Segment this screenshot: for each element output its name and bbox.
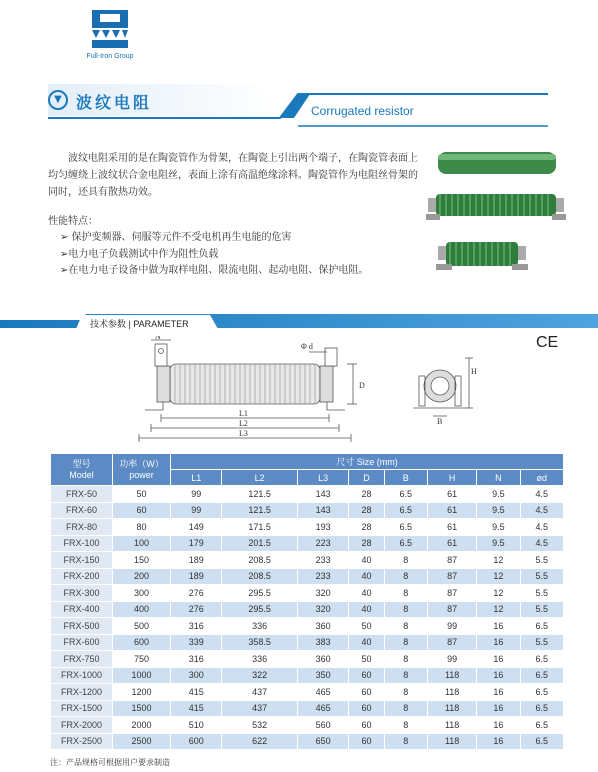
size-cell: 208.5 <box>222 568 297 585</box>
power-cell: 1500 <box>113 700 171 717</box>
features-list <box>60 230 368 280</box>
size-cell: 28 <box>349 519 384 536</box>
table-row <box>51 700 564 717</box>
table-row <box>51 502 564 519</box>
size-cell: 50 <box>349 651 384 668</box>
size-cell: 8 <box>384 568 427 585</box>
intro-paragraph: 波纹电阻采用的是在陶瓷管作为骨架，在陶瓷上引出两个端子，在陶瓷管表面上均匀缠绕上波纹状合金电阻丝，表面上涂有高温绝缘涂料。陶瓷管作为电阻丝骨架的同时，还具有散热功效。 <box>48 153 418 198</box>
size-cell: 60 <box>349 700 384 717</box>
resistor-photo-corrugated <box>426 194 566 220</box>
power-cell: 50 <box>113 486 171 503</box>
size-cell: 149 <box>171 519 222 536</box>
size-cell: 99 <box>171 502 222 519</box>
parameter-section-label: 技术参数 | PARAMETER <box>90 319 189 329</box>
size-cell: 9.5 <box>477 535 520 552</box>
size-cell: 5.5 <box>520 568 563 585</box>
size-cell: 12 <box>477 601 520 618</box>
power-cell: 80 <box>113 519 171 536</box>
size-cell: 276 <box>171 601 222 618</box>
chevron-down-icon: ▼ <box>48 90 68 110</box>
size-cell: 415 <box>171 700 222 717</box>
size-cell: 415 <box>171 684 222 701</box>
model-cell: FRX-1200 <box>51 684 113 701</box>
size-cell: 40 <box>349 585 384 602</box>
dim-label-b: B <box>437 417 443 426</box>
size-cell: 8 <box>384 601 427 618</box>
size-cell: 121.5 <box>222 502 297 519</box>
size-cell: 6.5 <box>384 502 427 519</box>
power-cell: 750 <box>113 651 171 668</box>
size-cell: 118 <box>427 684 476 701</box>
size-cell: 16 <box>477 733 520 750</box>
size-cell: 12 <box>477 552 520 569</box>
table-row <box>51 667 564 684</box>
table-row <box>51 486 564 503</box>
size-cell: 233 <box>297 568 348 585</box>
size-cell: 4.5 <box>520 519 563 536</box>
size-cell: 437 <box>222 700 297 717</box>
size-cell: 360 <box>297 651 348 668</box>
dim-label-d: D <box>359 381 365 390</box>
size-cell: 6.5 <box>520 651 563 668</box>
size-cell: 189 <box>171 552 222 569</box>
column-header: L2 <box>222 470 297 486</box>
model-cell: FRX-300 <box>51 585 113 602</box>
power-cell: 2000 <box>113 717 171 734</box>
size-cell: 16 <box>477 634 520 651</box>
size-cell: 61 <box>427 535 476 552</box>
size-cell: 465 <box>297 700 348 717</box>
size-cell: 87 <box>427 585 476 602</box>
size-cell: 60 <box>349 667 384 684</box>
size-cell: 336 <box>222 618 297 635</box>
size-cell: 12 <box>477 585 520 602</box>
model-cell: FRX-500 <box>51 618 113 635</box>
size-cell: 316 <box>171 618 222 635</box>
size-cell: 6.5 <box>384 535 427 552</box>
size-cell: 560 <box>297 717 348 734</box>
size-cell: 9.5 <box>477 502 520 519</box>
size-cell: 8 <box>384 667 427 684</box>
size-cell: 40 <box>349 568 384 585</box>
header-power <box>113 454 171 486</box>
size-cell: 4.5 <box>520 535 563 552</box>
spec-table <box>50 453 564 750</box>
title-banner <box>48 82 548 128</box>
size-cell: 87 <box>427 568 476 585</box>
size-cell: 320 <box>297 585 348 602</box>
size-cell: 8 <box>384 651 427 668</box>
power-cell: 100 <box>113 535 171 552</box>
feature-item: ➢电力电子负载测试中作为阻性负载 <box>60 248 219 260</box>
size-cell: 40 <box>349 634 384 651</box>
size-cell: 8 <box>384 700 427 717</box>
size-cell: 16 <box>477 684 520 701</box>
size-cell: 8 <box>384 618 427 635</box>
power-cell: 600 <box>113 634 171 651</box>
size-cell: 465 <box>297 684 348 701</box>
size-cell: 179 <box>171 535 222 552</box>
feature-item: ➢ 保护变频器、伺服等元件不受电机再生电能的危害 <box>60 232 292 243</box>
size-cell: 9.5 <box>477 486 520 503</box>
table-row <box>51 585 564 602</box>
size-cell: 143 <box>297 486 348 503</box>
size-cell: 99 <box>427 618 476 635</box>
resistor-photo-short <box>436 242 528 270</box>
size-cell: 320 <box>297 601 348 618</box>
size-cell: 60 <box>349 684 384 701</box>
size-cell: 223 <box>297 535 348 552</box>
model-cell: FRX-80 <box>51 519 113 536</box>
model-cell: FRX-1000 <box>51 667 113 684</box>
size-cell: 193 <box>297 519 348 536</box>
size-cell: 4.5 <box>520 486 563 503</box>
size-cell: 350 <box>297 667 348 684</box>
column-header: H <box>427 470 476 486</box>
size-cell: 532 <box>222 717 297 734</box>
power-cell: 500 <box>113 618 171 635</box>
table-row <box>51 519 564 536</box>
model-cell: FRX-400 <box>51 601 113 618</box>
size-cell: 87 <box>427 634 476 651</box>
size-cell: 8 <box>384 552 427 569</box>
product-photos <box>420 148 575 288</box>
size-cell: 28 <box>349 502 384 519</box>
size-cell: 5.5 <box>520 634 563 651</box>
power-cell: 1000 <box>113 667 171 684</box>
column-header: L1 <box>171 470 222 486</box>
logo-mark-icon <box>88 8 132 50</box>
size-cell: 12 <box>477 568 520 585</box>
table-body <box>51 486 564 750</box>
size-cell: 510 <box>171 717 222 734</box>
dim-label-l3: L3 <box>239 429 248 438</box>
size-cell: 6.5 <box>520 684 563 701</box>
size-cell: 295.5 <box>222 585 297 602</box>
ce-mark: CE <box>536 334 559 351</box>
table-header-row <box>51 454 564 470</box>
model-cell: FRX-2500 <box>51 733 113 750</box>
size-cell: 650 <box>297 733 348 750</box>
table-row <box>51 634 564 651</box>
features-title: 性能特点： <box>48 216 98 227</box>
column-header: N <box>477 470 520 486</box>
size-cell: 339 <box>171 634 222 651</box>
header-model <box>51 454 113 486</box>
size-cell: 600 <box>171 733 222 750</box>
size-cell: 50 <box>349 618 384 635</box>
page-subtitle-en: Corrugated resistor <box>311 104 414 118</box>
size-cell: 5.5 <box>520 585 563 602</box>
size-cell: 6.5 <box>520 717 563 734</box>
power-cell: 400 <box>113 601 171 618</box>
page-title: 波纹电阻 <box>76 93 153 112</box>
size-cell: 322 <box>222 667 297 684</box>
column-header: L3 <box>297 470 348 486</box>
table-row <box>51 651 564 668</box>
size-cell: 99 <box>171 486 222 503</box>
size-cell: 16 <box>477 667 520 684</box>
feature-item: ➢在电力电子设备中做为取样电阻、限流电阻、起动电阻、保护电阻。 <box>60 265 369 276</box>
header-size: 尺寸 Size (mm) <box>171 454 564 470</box>
size-cell: 16 <box>477 618 520 635</box>
model-cell: FRX-200 <box>51 568 113 585</box>
column-header: ød <box>520 470 563 486</box>
size-cell: 8 <box>384 684 427 701</box>
size-cell: 437 <box>222 684 297 701</box>
size-cell: 28 <box>349 535 384 552</box>
size-cell: 16 <box>477 717 520 734</box>
size-cell: 87 <box>427 552 476 569</box>
size-cell: 5.5 <box>520 552 563 569</box>
model-cell: FRX-60 <box>51 502 113 519</box>
size-cell: 60 <box>349 717 384 734</box>
size-cell: 276 <box>171 585 222 602</box>
size-cell: 118 <box>427 700 476 717</box>
size-cell: 6.5 <box>384 486 427 503</box>
size-cell: 40 <box>349 601 384 618</box>
model-cell: FRX-50 <box>51 486 113 503</box>
size-cell: 6.5 <box>384 519 427 536</box>
dim-label-h: H <box>471 367 477 376</box>
header-model-en: Model <box>69 469 94 480</box>
logo-text: Full-Iron Group <box>86 53 134 60</box>
model-cell: FRX-150 <box>51 552 113 569</box>
resistor-photo-plain <box>438 152 556 174</box>
size-cell: 6.5 <box>520 733 563 750</box>
size-cell: 16 <box>477 700 520 717</box>
company-logo <box>80 8 140 60</box>
size-cell: 61 <box>427 519 476 536</box>
table-row <box>51 733 564 750</box>
size-cell: 99 <box>427 651 476 668</box>
size-cell: 16 <box>477 651 520 668</box>
dim-label-l2: L2 <box>239 419 248 428</box>
power-cell: 200 <box>113 568 171 585</box>
size-cell: 9.5 <box>477 519 520 536</box>
size-cell: 171.5 <box>222 519 297 536</box>
table-row <box>51 717 564 734</box>
size-cell: 6.5 <box>520 618 563 635</box>
size-cell: 61 <box>427 486 476 503</box>
size-cell: 118 <box>427 667 476 684</box>
size-cell: 189 <box>171 568 222 585</box>
model-cell: FRX-600 <box>51 634 113 651</box>
size-cell: 383 <box>297 634 348 651</box>
table-row <box>51 684 564 701</box>
model-cell: FRX-750 <box>51 651 113 668</box>
size-cell: 360 <box>297 618 348 635</box>
size-cell: 233 <box>297 552 348 569</box>
power-cell: 60 <box>113 502 171 519</box>
size-cell: 6.5 <box>520 667 563 684</box>
power-cell: 150 <box>113 552 171 569</box>
model-cell: FRX-100 <box>51 535 113 552</box>
size-cell: 6.5 <box>520 700 563 717</box>
size-cell: 28 <box>349 486 384 503</box>
dim-label-l1: L1 <box>239 409 248 418</box>
size-cell: 8 <box>384 733 427 750</box>
power-cell: 300 <box>113 585 171 602</box>
table-row <box>51 552 564 569</box>
header-model-cn: 型号 <box>72 458 91 469</box>
size-cell: 8 <box>384 717 427 734</box>
table-row <box>51 601 564 618</box>
size-cell: 5.5 <box>520 601 563 618</box>
power-cell: 1200 <box>113 684 171 701</box>
size-cell: 295.5 <box>222 601 297 618</box>
size-cell: 316 <box>171 651 222 668</box>
column-header: D <box>349 470 384 486</box>
size-cell: 300 <box>171 667 222 684</box>
size-cell: 121.5 <box>222 486 297 503</box>
size-cell: 208.5 <box>222 552 297 569</box>
power-cell: 2500 <box>113 733 171 750</box>
size-cell: 143 <box>297 502 348 519</box>
table-row <box>51 618 564 635</box>
column-header: B <box>384 470 427 486</box>
header-power-en: power <box>129 469 154 480</box>
size-cell: 118 <box>427 717 476 734</box>
size-cell: 8 <box>384 585 427 602</box>
dim-label-n: N <box>155 336 161 341</box>
size-cell: 118 <box>427 733 476 750</box>
size-cell: 60 <box>349 733 384 750</box>
size-cell: 61 <box>427 502 476 519</box>
size-cell: 201.5 <box>222 535 297 552</box>
size-cell: 8 <box>384 634 427 651</box>
technical-drawing <box>95 336 490 446</box>
model-cell: FRX-1500 <box>51 700 113 717</box>
size-cell: 40 <box>349 552 384 569</box>
size-cell: 358.5 <box>222 634 297 651</box>
size-cell: 4.5 <box>520 502 563 519</box>
size-cell: 336 <box>222 651 297 668</box>
table-row <box>51 535 564 552</box>
table-row <box>51 568 564 585</box>
header-power-cn: 功率（W） <box>119 458 164 469</box>
model-cell: FRX-2000 <box>51 717 113 734</box>
size-cell: 87 <box>427 601 476 618</box>
size-cell: 622 <box>222 733 297 750</box>
footnote: 注：产品规格可根据用户要求制造 <box>50 758 170 767</box>
dim-label-phid: Φ d <box>301 342 313 351</box>
